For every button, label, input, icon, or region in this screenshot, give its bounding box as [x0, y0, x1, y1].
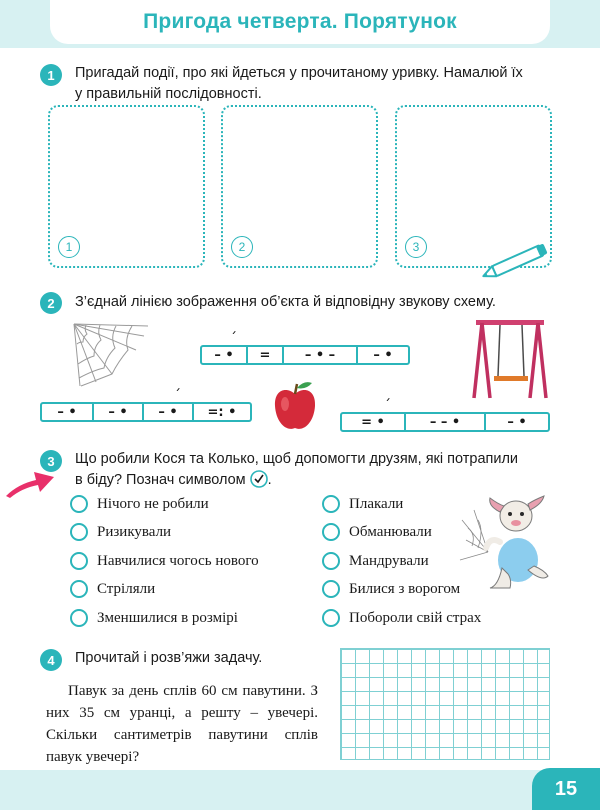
scheme-1-syllable-2: =	[248, 347, 284, 363]
scheme-2-syllable-4: =: •	[207, 404, 237, 420]
goat-character-image	[458, 490, 558, 590]
task-4-badge: 4	[40, 649, 62, 671]
task-2-text: З’єднай лінією зображення об’єкта й відповідну звукову схему.	[75, 294, 496, 310]
option-left-1[interactable]: Нічого не робили	[70, 493, 209, 515]
task-1-line-1: Пригадай події, про які йдеться у прочитаному уривку. Намалюй їх	[75, 65, 523, 81]
task-3-line-2: в біду? Познач символом .	[75, 472, 272, 488]
option-right-5[interactable]: Побороли свій страх	[322, 607, 481, 629]
task-1-text	[75, 63, 523, 105]
answer-grid[interactable]	[340, 648, 550, 760]
check-circle-icon	[250, 470, 268, 488]
word-problem-text: Павук за день сплів 60 см павутини. З них 35 см уранці, а решту – увечері. Скільки сантиметрів павутини сплів павук увечері?	[46, 683, 318, 765]
sound-scheme-2[interactable]	[40, 388, 252, 422]
task-3-text	[75, 449, 518, 491]
task-3-line-1: Що робили Кося та Колько, щоб допомогти друзям, які потрапили	[75, 451, 519, 467]
drawing-frame-1[interactable]	[48, 105, 205, 268]
swing-image	[470, 318, 550, 400]
page-title: Пригода четверта. Порятунок	[143, 10, 457, 33]
task-4-text: Прочитай і розв’яжи задачу.	[75, 650, 263, 666]
scheme-1-syllable-3: – • –	[284, 347, 358, 363]
option-left-5[interactable]: Зменшилися в розмірі	[70, 607, 238, 629]
task-3-badge: 3	[40, 450, 62, 472]
option-right-2[interactable]: Обманювали	[322, 521, 432, 543]
title-tab	[50, 0, 550, 44]
task-2-badge: 2	[40, 292, 62, 314]
checkbox-circle[interactable]	[70, 580, 88, 598]
sound-scheme-1[interactable]	[200, 331, 410, 365]
frame-number-1: 1	[58, 236, 80, 258]
pencil-icon	[478, 244, 554, 278]
drawing-frame-2[interactable]	[221, 105, 378, 268]
option-right-4[interactable]: Билися з ворогом	[322, 578, 460, 600]
option-right-1[interactable]: Плакали	[322, 493, 403, 515]
scheme-2-syllable-3: – • ´	[144, 404, 194, 420]
page-number: 15	[532, 768, 600, 810]
option-left-2[interactable]: Ризикували	[70, 521, 171, 543]
frame-number-3: 3	[405, 236, 427, 258]
checkbox-circle[interactable]	[70, 552, 88, 570]
footer-band	[0, 770, 600, 810]
checkbox-circle[interactable]	[322, 495, 340, 513]
option-left-3[interactable]: Навчилися чогось нового	[70, 550, 259, 572]
scheme-3-syllable-3: – •	[507, 414, 527, 430]
checkbox-circle[interactable]	[322, 580, 340, 598]
scheme-1-syllable-1: – • ´	[202, 347, 248, 363]
scheme-3-syllable-2: – – •	[406, 414, 486, 430]
frame-number-2: 2	[231, 236, 253, 258]
option-right-3[interactable]: Мандрували	[322, 550, 429, 572]
checkbox-circle[interactable]	[70, 609, 88, 627]
task-1-badge: 1	[40, 64, 62, 86]
sound-scheme-3[interactable]	[340, 398, 550, 432]
checkbox-circle[interactable]	[322, 523, 340, 541]
checkbox-circle[interactable]	[70, 495, 88, 513]
apple-image	[272, 380, 318, 434]
scheme-1-syllable-4: – •	[373, 347, 393, 363]
spider-web-image	[70, 320, 150, 390]
task-1-line-2: у правильній послідовності.	[75, 86, 262, 102]
option-left-4[interactable]: Стріляли	[70, 578, 155, 600]
scheme-2-syllable-2: – •	[94, 404, 144, 420]
checkbox-circle[interactable]	[322, 552, 340, 570]
scheme-3-syllable-1: = • ´	[342, 414, 406, 430]
scheme-2-syllable-1: – •	[42, 404, 94, 420]
checkbox-circle[interactable]	[70, 523, 88, 541]
checkbox-circle[interactable]	[322, 609, 340, 627]
